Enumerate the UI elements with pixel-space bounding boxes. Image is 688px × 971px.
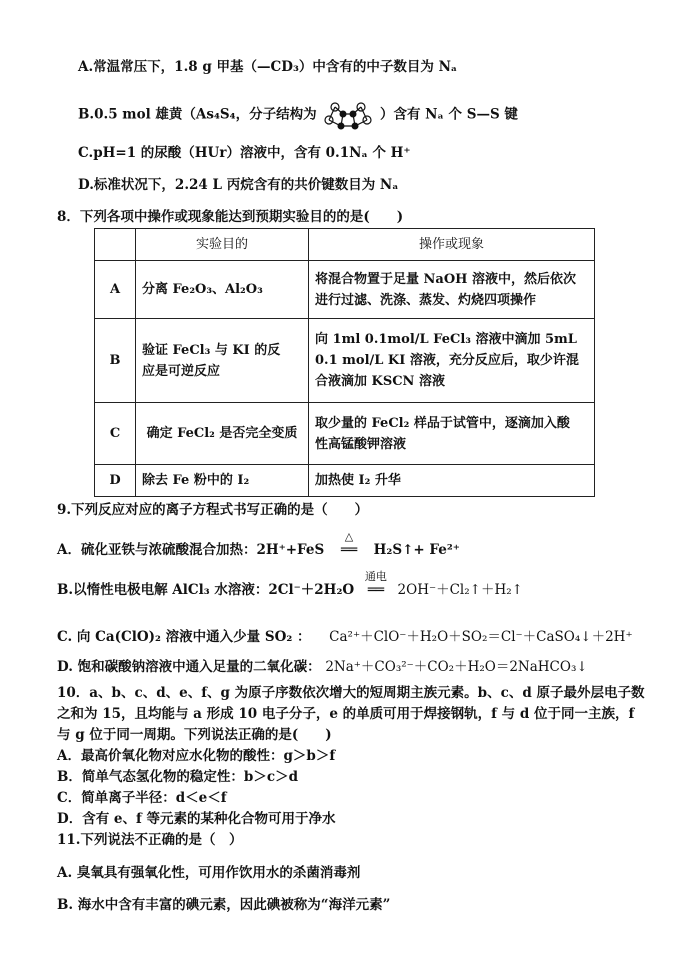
row-label: B <box>95 319 136 403</box>
q9-option-a: A．硫化亚铁与浓硫酸混合加热：2H⁺+FeS △ ══ H₂S↑+ Fe²⁺ <box>57 530 460 558</box>
table-row <box>95 319 595 403</box>
row-operation: 将混合物置于足量 NaOH 溶液中，然后依次 进行过滤、洗涤、蒸发、灼烧四项操作 <box>309 261 595 319</box>
q7-option-b <box>78 98 518 132</box>
q9-option-c: C. 向 Ca(ClO)₂ 溶液中通入少量 SO₂ ： Ca²⁺＋ClO⁻＋H₂O＋SO₂＝Cl⁻＋CaSO₄↓＋2H⁺ <box>57 629 633 645</box>
q7-option-b-post: ）含有 Nₐ 个 S—S 键 <box>379 106 518 123</box>
equals-with-condition: △ ══ <box>340 530 358 558</box>
row-goal: 除去 Fe 粉中的 I₂ <box>136 465 309 497</box>
table-row <box>95 465 595 497</box>
q7-option-a: A.常温常压下，1.8 g 甲基（—CD₃）中含有的中子数目为 Nₐ <box>78 59 458 75</box>
row-operation: 取少量的 FeCl₂ 样品于试管中，逐滴加入酸 性高锰酸钾溶液 <box>309 403 595 465</box>
q7-option-c: C.pH=1 的尿酸（HUr）溶液中，含有 0.1Nₐ 个 H⁺ <box>78 145 411 161</box>
q11-option-a: A. 臭氧具有强氧化性，可用作饮用水的杀菌消毒剂 <box>57 865 361 881</box>
q7-option-d: D.标准状况下，2.24 L 丙烷含有的共价键数目为 Nₐ <box>78 177 399 193</box>
row-operation: 加热使 I₂ 升华 <box>309 465 595 497</box>
q10-stem-line-1: 10．a、b、c、d、e、f、g 为原子序数依次增大的短周期主族元素。b、c、d 原子最外层电子数 <box>57 685 645 701</box>
table-header-operation: 操作或现象 <box>309 229 595 261</box>
equals-with-condition: 通电 ══ <box>364 570 387 598</box>
table-row <box>95 261 595 319</box>
q10-stem-line-2: 之和为 15，且均能与 a 形成 10 电子分子，e 的单质可用于焊接钢轨，f 与 d 位于同一主族，f <box>57 706 635 722</box>
q10-stem-line-3: 与 g 位于同一周期。下列说法正确的是( ) <box>57 727 332 743</box>
q8-stem: 8．下列各项中操作或现象能达到预期实验目的的是( ) <box>57 209 404 225</box>
row-label: D <box>95 465 136 497</box>
q7-option-b-pre: B.0.5 mol 雄黄（As₄S₄，分子结构为 <box>78 106 317 123</box>
row-goal: 确定 FeCl₂ 是否完全变质 <box>136 403 309 465</box>
q10-option-a: A．最高价氧化物对应水化物的酸性：g＞b＞f <box>57 748 336 764</box>
q11-option-b: B. 海水中含有丰富的碘元素，因此碘被称为“海洋元素” <box>57 897 391 913</box>
realgar-structure-icon <box>321 98 375 132</box>
row-goal: 分离 Fe₂O₃、Al₂O₃ <box>136 261 309 319</box>
row-operation: 向 1ml 0.1mol/L FeCl₃ 溶液中滴加 5mL 0.1 mol/L KI 溶液，充分反应后，取少许混 合液滴加 KSCN 溶液 <box>309 319 595 403</box>
table-header-goal: 实验目的 <box>136 229 309 261</box>
q10-option-d: D．含有 e、f 等元素的某种化合物可用于净水 <box>57 811 336 827</box>
q9-stem: 9.下列反应对应的离子方程式书写正确的是（ ） <box>57 502 369 518</box>
row-goal: 验证 FeCl₃ 与 KI 的反 应是可逆反应 <box>136 319 309 403</box>
row-label: A <box>95 261 136 319</box>
table-header-row <box>95 229 595 261</box>
q9-option-b: B.以惰性电极电解 AlCl₃ 水溶液：2Cl⁻＋2H₂O 通电 ══ 2OH⁻＋Cl₂↑＋H₂↑ <box>57 570 523 598</box>
table-row <box>95 403 595 465</box>
q8-table <box>94 228 595 497</box>
row-label: C <box>95 403 136 465</box>
q10-option-b: B．简单气态氢化物的稳定性：b＞c＞d <box>57 769 299 785</box>
q10-option-c: C．简单离子半径：d＜e＜f <box>57 790 227 806</box>
q9-option-d: D. 饱和碳酸钠溶液中通入足量的二氧化碳： 2Na⁺＋CO₃²⁻＋CO₂＋H₂O＝2NaHCO₃↓ <box>57 659 588 675</box>
q11-stem: 11.下列说法不正确的是（ ） <box>57 832 243 848</box>
